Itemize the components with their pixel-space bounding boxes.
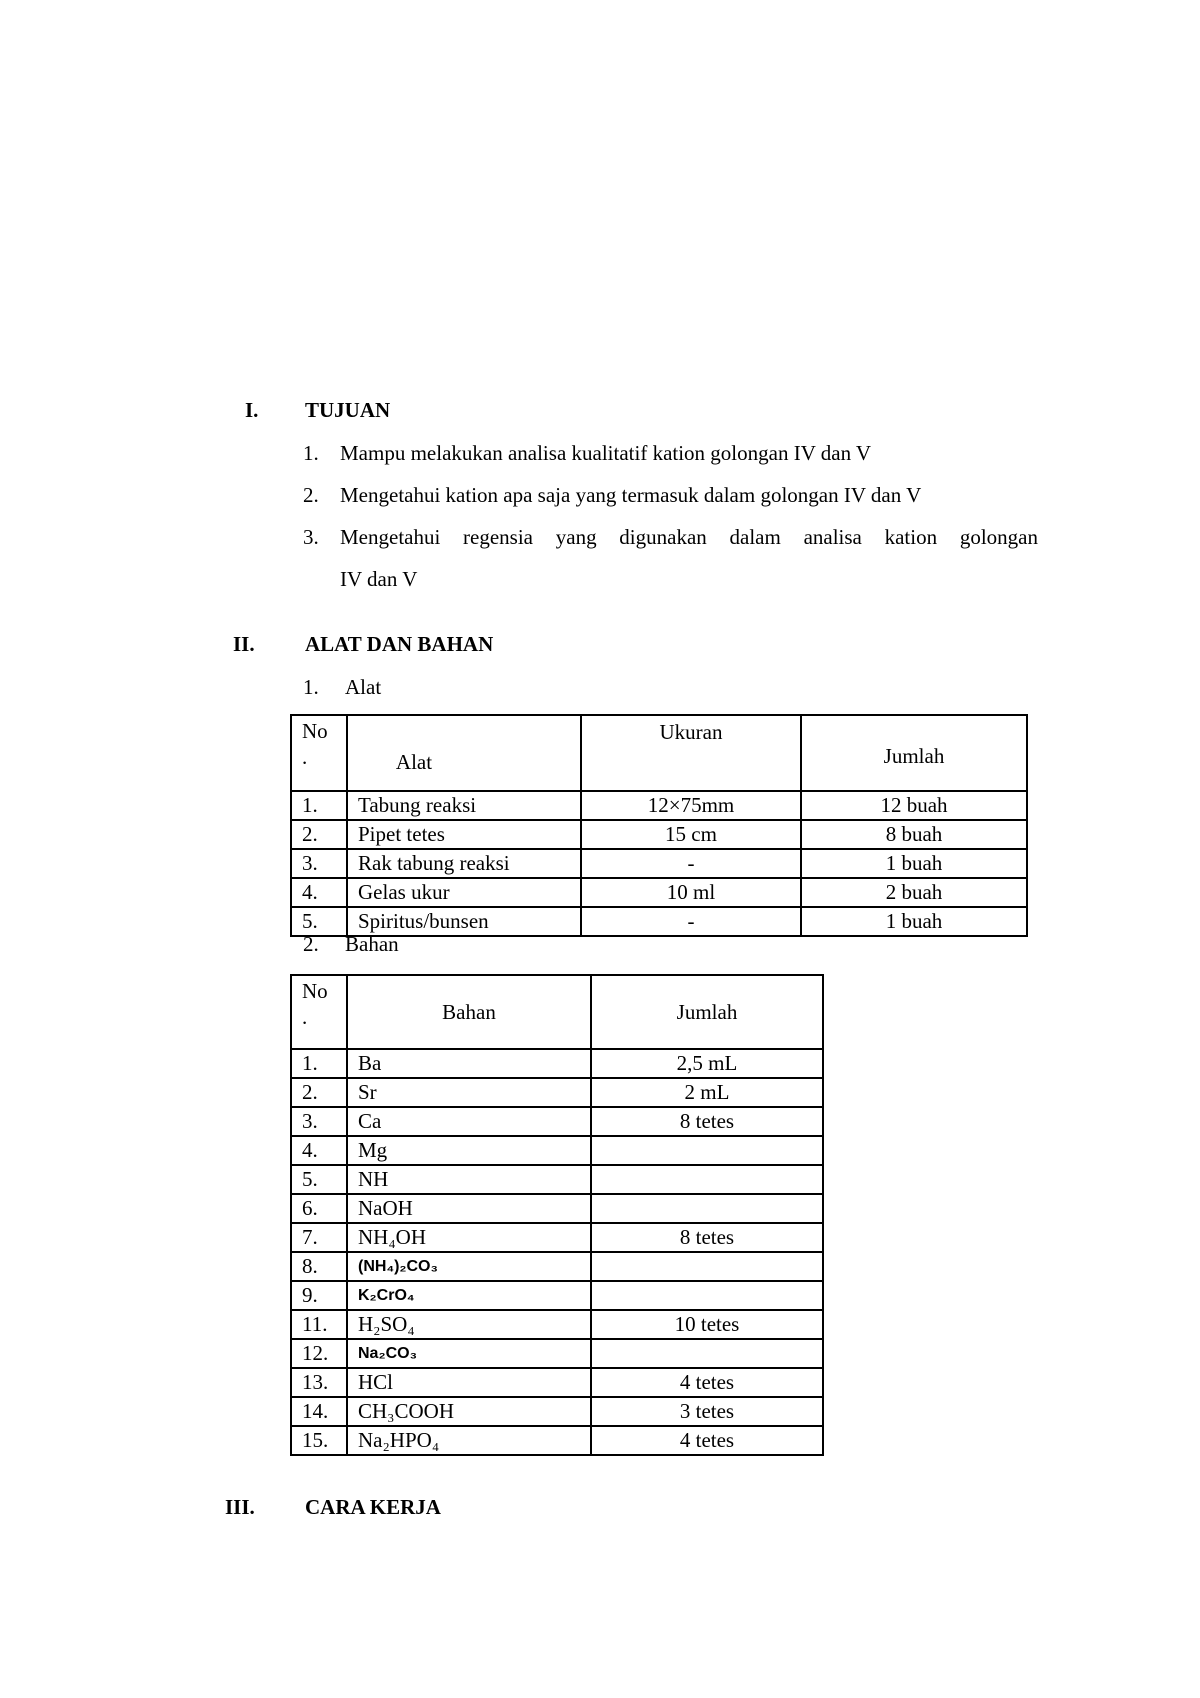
- section-3-title: CARA KERJA: [305, 1495, 441, 1519]
- tujuan-item-2-text: Mengetahui kation apa saja yang termasuk dalam golongan IV dan V: [340, 483, 922, 507]
- alat-header-ukuran-text: Ukuran: [659, 720, 723, 744]
- alat-cell-jumlah: 2 buah: [801, 878, 1027, 907]
- bahan-cell-name: CH₃COOH: [347, 1397, 591, 1426]
- table-row: [291, 1165, 823, 1194]
- table-row: [291, 1252, 823, 1281]
- bahan-cell-name: Na₂CO₃: [347, 1339, 591, 1368]
- bahan-cell-name: Ca: [347, 1107, 591, 1136]
- alat-header-jumlah-text: Jumlah: [883, 744, 945, 768]
- bahan-table: [290, 974, 824, 1456]
- bahan-cell-no: 13.: [291, 1368, 347, 1397]
- bahan-cell-name: Ba: [347, 1049, 591, 1078]
- table-row: [291, 820, 1027, 849]
- bahan-cell-name: Na₂HPO₄: [347, 1426, 591, 1455]
- alat-cell-no: 1.: [291, 791, 347, 820]
- section-1-number: I.: [245, 398, 259, 422]
- alat-cell-jumlah: 12 buah: [801, 791, 1027, 820]
- bahan-header-no: [291, 975, 347, 1049]
- alat-header-jumlah: [801, 715, 1027, 791]
- table-row: [291, 1426, 823, 1455]
- alat-cell-ukuran: 10 ml: [581, 878, 801, 907]
- table-row: [291, 1368, 823, 1397]
- table-row: [291, 1078, 823, 1107]
- bahan-cell-jumlah: 4 tetes: [591, 1426, 823, 1455]
- section-2-title: ALAT DAN BAHAN: [305, 632, 494, 656]
- section-2-number: II.: [233, 632, 255, 656]
- bahan-label: Bahan: [345, 932, 399, 956]
- table-row: [291, 1281, 823, 1310]
- section-3-number: III.: [225, 1495, 255, 1519]
- alat-table-header-row: [291, 715, 1027, 791]
- alat-label: Alat: [345, 675, 382, 699]
- alat-cell-name: Pipet tetes: [347, 820, 581, 849]
- bahan-cell-name: NaOH: [347, 1194, 591, 1223]
- bahan-header-no-dot: .: [302, 1005, 308, 1029]
- bahan-cell-name: Mg: [347, 1136, 591, 1165]
- bahan-cell-no: 6.: [291, 1194, 347, 1223]
- alat-cell-ukuran: 12×75mm: [581, 791, 801, 820]
- alat-table: [290, 714, 1028, 937]
- alat-cell-jumlah: 1 buah: [801, 907, 1027, 936]
- bahan-cell-jumlah: [591, 1165, 823, 1194]
- alat-header-no: [291, 715, 347, 791]
- bahan-number: 2.: [303, 932, 319, 956]
- bahan-header-jumlah: [591, 975, 823, 1049]
- alat-cell-no: 3.: [291, 849, 347, 878]
- alat-cell-name: Spiritus/bunsen: [347, 907, 581, 936]
- alat-cell-name: Rak tabung reaksi: [347, 849, 581, 878]
- bahan-cell-jumlah: [591, 1136, 823, 1165]
- section-1-title: TUJUAN: [305, 398, 391, 422]
- bahan-cell-name: K₂CrO₄: [347, 1281, 591, 1310]
- alat-cell-jumlah: 1 buah: [801, 849, 1027, 878]
- alat-header-no-dot: .: [302, 745, 308, 769]
- tujuan-item-3-text-line2: IV dan V: [340, 567, 418, 591]
- bahan-cell-no: 3.: [291, 1107, 347, 1136]
- alat-number: 1.: [303, 675, 319, 699]
- tujuan-item-3-text-line1: Mengetahui regensia yang digunakan dalam analisa kation golongan: [340, 525, 1038, 549]
- bahan-cell-no: 7.: [291, 1223, 347, 1252]
- tujuan-item-1-text: Mampu melakukan analisa kualitatif kation golongan IV dan V: [340, 441, 872, 465]
- tujuan-item-3-number: 3.: [303, 525, 319, 549]
- alat-cell-no: 2.: [291, 820, 347, 849]
- table-row: [291, 1194, 823, 1223]
- bahan-cell-jumlah: [591, 1194, 823, 1223]
- bahan-cell-jumlah: 2,5 mL: [591, 1049, 823, 1078]
- alat-cell-ukuran: 15 cm: [581, 820, 801, 849]
- table-row: [291, 1397, 823, 1426]
- alat-cell-ukuran: -: [581, 907, 801, 936]
- alat-header-alat-text: Alat: [395, 750, 433, 774]
- bahan-cell-no: 1.: [291, 1049, 347, 1078]
- table-row: [291, 1049, 823, 1078]
- bahan-cell-name: NH₄OH: [347, 1223, 591, 1252]
- bahan-cell-jumlah: 3 tetes: [591, 1397, 823, 1426]
- bahan-cell-jumlah: 4 tetes: [591, 1368, 823, 1397]
- table-row: [291, 1107, 823, 1136]
- bahan-cell-no: 14.: [291, 1397, 347, 1426]
- bahan-cell-name: (NH₄)₂CO₃: [347, 1252, 591, 1281]
- bahan-cell-name: HCl: [347, 1368, 591, 1397]
- bahan-cell-no: 4.: [291, 1136, 347, 1165]
- table-row: [291, 849, 1027, 878]
- bahan-header-bahan: [347, 975, 591, 1049]
- table-row: [291, 1136, 823, 1165]
- bahan-cell-jumlah: 10 tetes: [591, 1310, 823, 1339]
- alat-cell-name: Tabung reaksi: [347, 791, 581, 820]
- bahan-cell-jumlah: 8 tetes: [591, 1107, 823, 1136]
- alat-header-ukuran: [581, 715, 801, 791]
- bahan-cell-jumlah: [591, 1339, 823, 1368]
- bahan-header-bahan-text: Bahan: [442, 1000, 496, 1024]
- bahan-cell-no: 2.: [291, 1078, 347, 1107]
- bahan-cell-no: 8.: [291, 1252, 347, 1281]
- bahan-cell-no: 9.: [291, 1281, 347, 1310]
- table-row: [291, 1223, 823, 1252]
- bahan-cell-name: Sr: [347, 1078, 591, 1107]
- bahan-cell-jumlah: [591, 1281, 823, 1310]
- bahan-cell-no: 11.: [291, 1310, 347, 1339]
- bahan-cell-jumlah: 2 mL: [591, 1078, 823, 1107]
- bahan-cell-jumlah: 8 tetes: [591, 1223, 823, 1252]
- tujuan-item-2-number: 2.: [303, 483, 319, 507]
- alat-header-no-text: No: [302, 719, 328, 743]
- bahan-cell-jumlah: [591, 1252, 823, 1281]
- alat-cell-name: Gelas ukur: [347, 878, 581, 907]
- alat-cell-no: 5.: [291, 907, 347, 936]
- tujuan-item-1-number: 1.: [303, 441, 319, 465]
- bahan-cell-name: NH: [347, 1165, 591, 1194]
- alat-cell-ukuran: -: [581, 849, 801, 878]
- bahan-header-jumlah-text: Jumlah: [676, 1000, 738, 1024]
- table-row: [291, 907, 1027, 936]
- bahan-cell-name: H₂SO₄: [347, 1310, 591, 1339]
- alat-cell-jumlah: 8 buah: [801, 820, 1027, 849]
- table-row: [291, 1310, 823, 1339]
- alat-header-alat: [347, 715, 581, 791]
- table-row: [291, 791, 1027, 820]
- table-row: [291, 1339, 823, 1368]
- bahan-table-header-row: [291, 975, 823, 1049]
- bahan-cell-no: 5.: [291, 1165, 347, 1194]
- bahan-header-no-text: No: [302, 979, 328, 1003]
- alat-cell-no: 4.: [291, 878, 347, 907]
- bahan-cell-no: 15.: [291, 1426, 347, 1455]
- table-row: [291, 878, 1027, 907]
- bahan-cell-no: 12.: [291, 1339, 347, 1368]
